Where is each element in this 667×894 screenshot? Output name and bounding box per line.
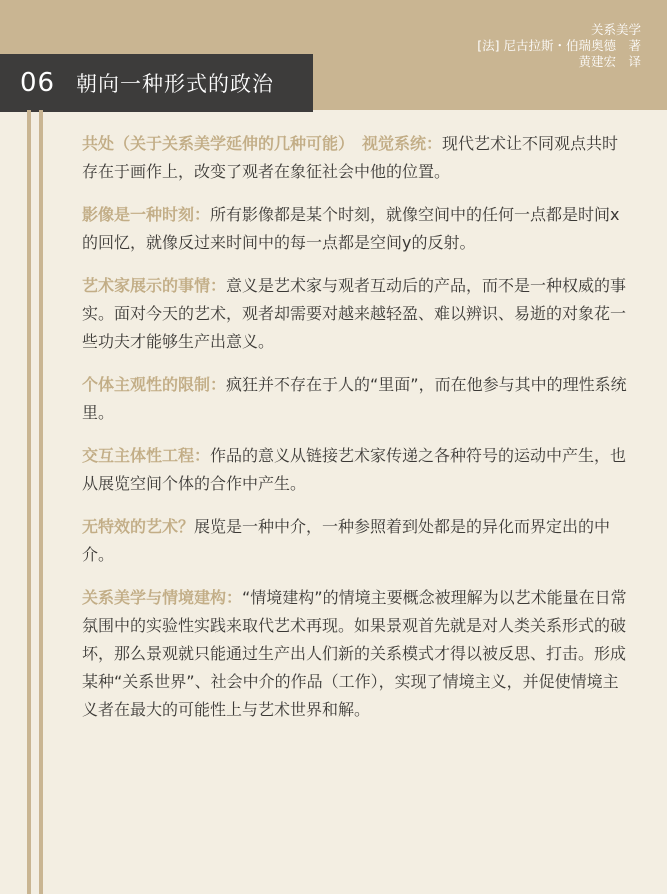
paragraph [82,272,627,356]
paragraph [82,201,627,257]
chapter-number: 06 [20,68,56,98]
paragraph [82,584,627,724]
paragraph [82,371,627,427]
paragraph-term: 共处（关于关系美学延伸的几种可能） 视觉系统： [82,134,443,153]
paragraph-term: 关系美学与情境建构： [82,588,243,607]
author-line: [法] 尼古拉斯・伯瑞奥德 著 [477,38,641,53]
translator-line: 黄建宏 译 [578,54,641,69]
paragraph [82,130,627,186]
paragraph-term: 艺术家展示的事情： [82,276,227,295]
paragraph-term: 无特效的艺术？ [82,517,195,536]
chapter-bar [0,54,313,112]
paragraph-text: “情境建构”的情境主要概念被理解为以艺术能量在日常氛围中的实验性实践来取代艺术再现。如果景观首先就是对人类关系形式的破坏，那么景观就只能通过生产出人们新的关系模式才得以被反思、打击。形成某种“关系世界”、社会中介的作品（工作），实现了情境主义，并促使情境主义者在最大的可能性上与艺术世界和解。 [82,588,627,719]
paragraph-text: 现代艺术让不同观点共时存在于画作上，改变了观者在象征社会中他的位置。 [82,134,619,181]
decorative-line-left [27,110,31,894]
paragraph-text: 疯狂并不存在于人的“里面”，而在他参与其中的理性系统里。 [82,375,627,422]
chapter-title: 朝向一种形式的政治 [76,72,274,96]
paragraph-text: 作品的意义从链接艺术家传递之各种符号的运动中产生，也从展览空间个体的合作中产生。 [82,446,627,493]
paragraph-text: 展览是一种中介，一种参照着到处都是的异化而界定出的中介。 [82,517,611,564]
paragraph-text: 意义是艺术家与观者互动后的产品，而不是一种权威的事实。面对今天的艺术，观者却需要对越来越轻盈、难以辨识、易逝的对象花一些功夫才能够生产出意义。 [82,276,627,351]
paragraph [82,513,627,569]
decorative-line-right [39,110,43,894]
paragraph-term: 个体主观性的限制： [82,375,227,394]
paragraph-term: 交互主体性工程： [82,446,211,465]
body-text [82,130,627,739]
paragraph [82,442,627,498]
book-info [477,22,641,70]
paragraph-term: 影像是一种时刻： [82,205,211,224]
book-title: 关系美学 [590,22,641,37]
paragraph-text: 所有影像都是某个时刻，就像空间中的任何一点都是时间x的回忆，就像反过来时间中的每一点都是空间y的反射。 [82,205,620,252]
